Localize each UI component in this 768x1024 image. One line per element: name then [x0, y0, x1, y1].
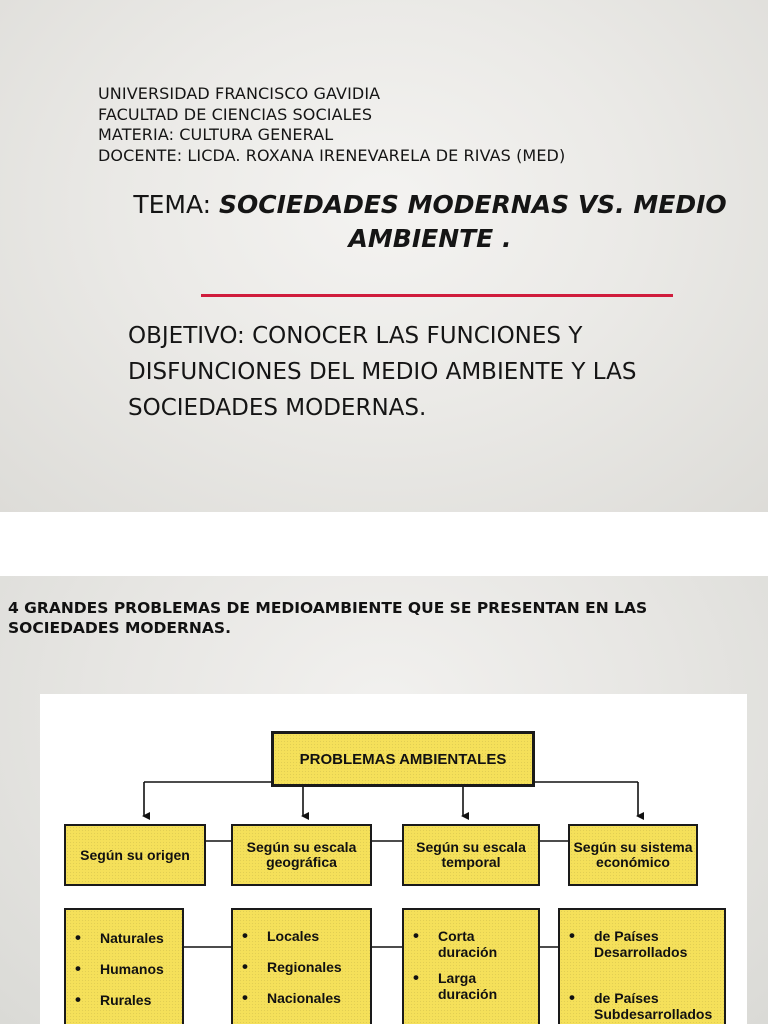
category-geographic: Según su escala geográfica: [231, 824, 372, 886]
list-item: • Regionales: [233, 959, 370, 975]
list-item: • de Países Subdesarrollados: [560, 990, 724, 1022]
topic-label: TEMA:: [133, 190, 220, 219]
category-economic: Según su sistema económico: [568, 824, 698, 886]
environmental-problems-diagram: [40, 694, 747, 1024]
list-temporal: [402, 908, 540, 1024]
list-item: • de Países Desarrollados: [560, 928, 709, 960]
list-item: • Nacionales: [233, 990, 370, 1006]
category-temporal: Según su escala temporal: [402, 824, 540, 886]
topic-text: SOCIEDADES MODERNAS VS. MEDIO AMBIENTE .: [219, 190, 727, 253]
list-item: • Corta duración: [404, 928, 498, 960]
list-item: • Humanos: [66, 961, 182, 977]
list-economic: [558, 908, 726, 1024]
root-box: PROBLEMAS AMBIENTALES: [271, 731, 535, 787]
teacher-line: DOCENTE: LICDA. ROXANA IRENEVARELA DE RIVAS (MED): [98, 145, 566, 165]
list-item: • Rurales: [66, 992, 182, 1008]
problems-slide: [0, 576, 768, 1024]
objective-text: OBJETIVO: CONOCER LAS FUNCIONES Y DISFUNCIONES DEL MEDIO AMBIENTE Y LAS SOCIEDADES MODERNAS.: [128, 323, 637, 421]
list-geographic: [231, 908, 372, 1024]
topic-heading: [130, 188, 730, 256]
list-origin: [64, 908, 184, 1024]
accent-divider: [201, 294, 673, 297]
subject-line: MATERIA: CULTURA GENERAL: [98, 125, 334, 144]
institution-header: [98, 84, 565, 166]
category-origin: Según su origen: [64, 824, 206, 886]
slide-title: 4 GRANDES PROBLEMAS DE MEDIOAMBIENTE QUE SE PRESENTAN EN LAS SOCIEDADES MODERNAS.: [8, 599, 648, 637]
faculty-line: FACULTAD DE CIENCIAS SOCIALES: [98, 104, 373, 124]
list-item: • Larga duración: [404, 970, 498, 1002]
university-line: UNIVERSIDAD FRANCISCO GAVIDIA: [98, 84, 381, 103]
list-item: • Locales: [233, 928, 370, 944]
list-item: • Naturales: [66, 930, 182, 946]
